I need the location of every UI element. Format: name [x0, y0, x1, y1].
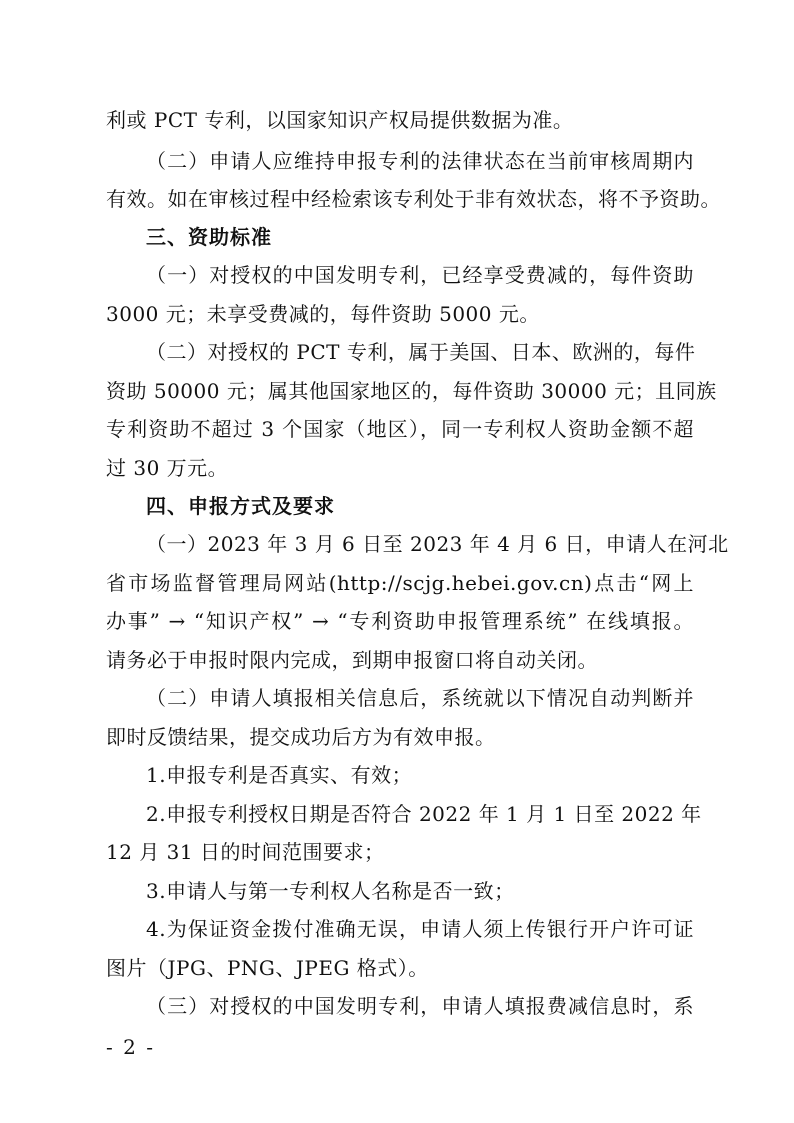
body-line: 12 月 31 日的时间范围要求；: [106, 840, 385, 864]
list-item: 2.申报专利授权日期是否符合 2022 年 1 月 1 日至 2022 年: [146, 802, 702, 826]
list-item: 4.为保证资金拨付准确无误，申请人须上传银行开户许可证: [146, 917, 694, 941]
body-line: （三）对授权的中国发明专利，申请人填报费减信息时，系: [146, 994, 694, 1018]
list-item: 1.申报专利是否真实、有效；: [146, 763, 413, 787]
list-item: 3.申请人与第一专利权人名称是否一致；: [146, 879, 515, 903]
body-line: 省市场监督管理局网站(http://scjg.hebei.gov.cn)点击“网上: [106, 571, 694, 595]
page-number: - 2 -: [106, 1035, 155, 1059]
body-line: （二）申请人应维持申报专利的法律状态在当前审核周期内: [146, 149, 694, 173]
body-line: （一）2023 年 3 月 6 日至 2023 年 4 月 6 日，申请人在河北: [146, 532, 729, 556]
body-line: 利或 PCT 专利，以国家知识产权局提供数据为准。: [106, 108, 574, 132]
body-line: 有效。如在审核过程中经检索该专利处于非有效状态，将不予资助。: [106, 187, 721, 211]
body-line: 过 30 万元。: [106, 456, 229, 480]
body-line: 3000 元；未享受费减的，每件资助 5000 元。: [106, 302, 540, 326]
body-line: 专利资助不超过 3 个国家（地区），同一专利权人资助金额不超: [106, 417, 694, 441]
body-line: （二）对授权的 PCT 专利，属于美国、日本、欧洲的，每件: [146, 340, 696, 364]
body-line: （一）对授权的中国发明专利，已经享受费减的，每件资助: [146, 263, 694, 287]
body-line: 图片（JPG、PNG、JPEG 格式）。: [106, 956, 429, 980]
body-line: 请务必于申报时限内完成，到期申报窗口将自动关闭。: [106, 648, 598, 672]
body-line: 办事” → “知识产权” → “专利资助申报管理系统” 在线填报。: [106, 609, 694, 633]
body-line: 资助 50000 元；属其他国家地区的，每件资助 30000 元；且同族: [106, 379, 717, 403]
section-heading: 四、申报方式及要求: [146, 494, 335, 518]
body-line: 即时反馈结果，提交成功后方为有效申报。: [106, 725, 496, 749]
body-line: （二）申请人填报相关信息后，系统就以下情况自动判断并: [146, 686, 694, 710]
section-heading: 三、资助标准: [146, 225, 272, 249]
